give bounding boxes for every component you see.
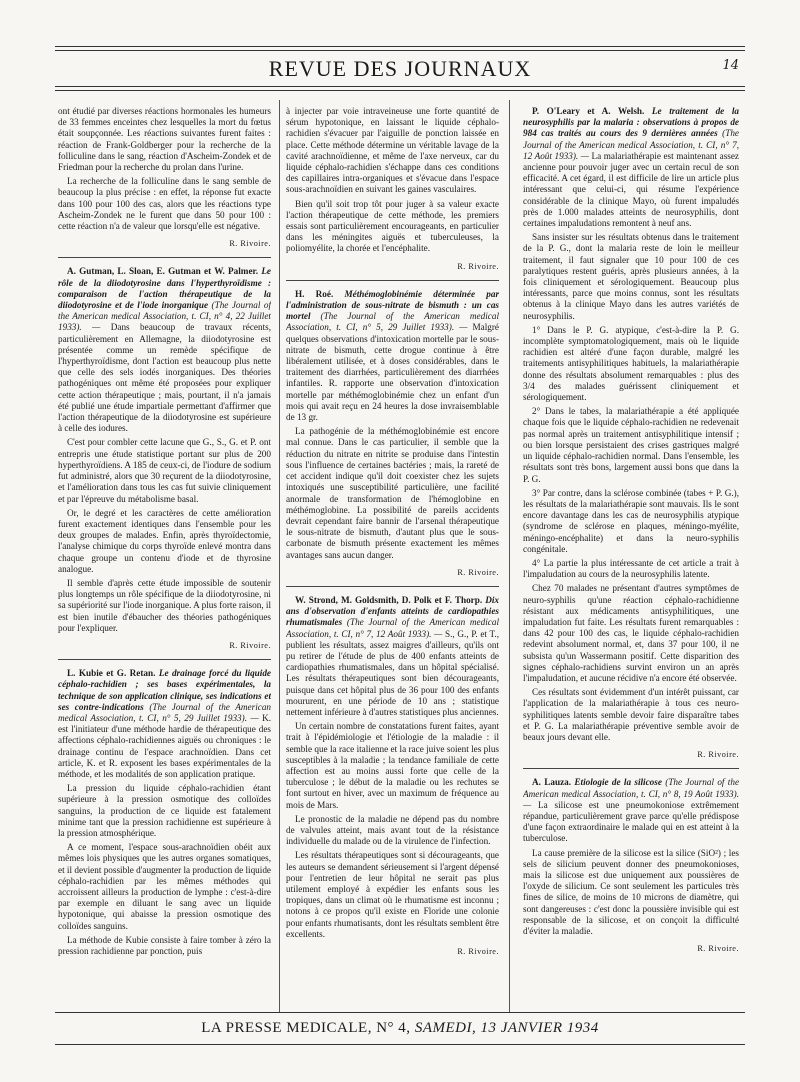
signature: R. Rivoire. bbox=[229, 640, 271, 650]
paragraph: Dans beaucoup de travaux récents, particulièrement en Allemagne, la diiodotyrosine est présentée comme un remède spécifique de l'hyperthyroïdisme, dont l'action est beaucoup plus nette que celle des sels iodés inorganiques. Des théories pathogéniques ont même été proposées pour expliquer cette action thérapeutique ; mais, pourtant, il n'a jamais été publié une étude impartiale permettant d'affirmer que l'action thérapeutique de la diiodotyrosine est supérieure à celle des iodures. bbox=[58, 322, 271, 434]
article-source: (The Journal of the American medical Association, t. CI, n° 5, 29 Juillet 1933). — bbox=[58, 701, 271, 723]
article-kubie bbox=[58, 668, 271, 957]
signature: R. Rivoire. bbox=[457, 947, 499, 957]
paragraph: K. est l'initiateur d'une méthode hardie de thérapeutique des affections céphalo-rachidiennes aiguës ou chroniques : le drainage continu de l'espace arachnoïdien. Dans cet article, K. et R. exposent les bases expérimentales de la méthode, et les modalités de son application pratique. bbox=[58, 712, 271, 779]
paragraph: 1° Dans le P. G. atypique, c'est-à-dire la P. G. incomplète symptomatologiquement, mais où le liquide rachidien est altéré d'une façon durable, malgré les traitements antisyphilitiques habituels, la malariathérapie donne des résultats absolument remarquables : plus des 3/4 des malades guérissent cliniquement et sérologiquement. bbox=[523, 324, 739, 403]
article-title: Le rôle de la diiodotyrosine dans l'hyperthyroïdisme : comparaison de l'action thérapeutique de la diiodotyrosine et de l'iode inorganique bbox=[58, 266, 271, 311]
paragraph: La recherche de la folliculine dans le sang semble de beaucoup la plus précise : en effet, la réponse fut exacte dans 100 pour 100 des cas, alors que les réactions type Ascheim-Zondek ne le furent que dans 50 pour 100 : cette réaction n'a de valeur que lorsqu'elle est négative. bbox=[58, 176, 271, 232]
column-3 bbox=[523, 106, 739, 1006]
paragraph: La pression du liquide céphalo-rachidien étant supérieure à la pression osmotique des colloïdes sanguins, la production de ce liquide est fatalement minime tant que la pression rachidienne est supérieure à la pression atmosphérique. bbox=[58, 783, 271, 838]
article-separator bbox=[58, 257, 271, 258]
paragraph: Ces résultats sont évidemment d'un intérêt puissant, car l'application de la malariathérapie à tous ces neuro-syphilitiques latents semble devoir faire disparaître tabes et P. G. La malariathérapie préventive semble avoir de beaux jours devant elle. bbox=[523, 687, 739, 742]
article-lauza bbox=[523, 777, 739, 954]
paragraph: La silicose est une pneumokoniose extrêmement répandue, particulièrement grave parce qu'elle prédispose d'une façon extraordinaire le malade qui en est atteint à la tuberculose. bbox=[523, 799, 739, 844]
page-title: REVUE DES JOURNAUX bbox=[268, 56, 532, 81]
article-title: Le traitement de la neurosyphilis par la malaria : observations à propos de 984 cas traités au cours des 9 dernières années bbox=[523, 106, 739, 139]
paragraph: Il semble d'après cette étude impossible de soutenir plus longtemps un rôle spécifique de la diiodotyrosine, ni sa supériorité sur l'iode inorganique. A plus forte raison, il est bien inutile d'ébaucher des théories pathogéniques pour l'expliquer. bbox=[58, 577, 271, 633]
article-title: Etiologie de la silicose bbox=[574, 777, 662, 788]
article-source: (The Journal of the American medical Association, t. CI, n° 4, 22 Juillet 1933). — bbox=[58, 300, 271, 333]
column-1 bbox=[58, 106, 271, 1006]
column-divider bbox=[279, 100, 280, 1012]
article-authors: W. Strond, M. Goldsmith, D. Polk et F. Thorp. bbox=[295, 594, 483, 605]
article-heading bbox=[523, 106, 739, 229]
article-folliculine bbox=[58, 106, 271, 249]
article-heading bbox=[286, 289, 499, 423]
article-heading bbox=[58, 668, 271, 780]
paragraph: La méthode de Kubie consiste à faire tomber à zéro la pression rachidienne par ponction, puis bbox=[58, 934, 271, 957]
article-separator bbox=[286, 586, 499, 587]
article-separator bbox=[523, 768, 739, 769]
signature: R. Rivoire. bbox=[457, 567, 499, 577]
footer-journal: LA PRESSE MEDICALE, bbox=[201, 1020, 372, 1036]
footer-rule-bottom bbox=[55, 1044, 745, 1045]
paragraph: C'est pour combler cette lacune que G., S., G. et P. ont entrepris une étude statistique portant sur plus de 200 hyperthyroïdiens. A 185 de ceux-ci, de l'iodure de sodium fut administré, alors que 30 reçurent de la diiodotyrosine, et l'amélioration dans tous les cas fut suivie cliniquement et par l'épreuve du métabolisme basal. bbox=[58, 437, 271, 504]
article-separator bbox=[58, 659, 271, 660]
paragraph: 4° La partie la plus intéressante de cet article a trait à l'impaludation au cours de la neurosyphilis latente. bbox=[523, 557, 739, 580]
masthead-rule bbox=[55, 86, 745, 87]
article-strond bbox=[286, 595, 499, 957]
paragraph: La pathogénie de la méthémoglobinémie est encore mal connue. Dans le cas particulier, il semble que la réduction du nitrate en nitrite se produise dans l'intestin sous l'influence de certaines bactéries ; mais, la rareté de cet accident indique qu'il doit coexister chez les sujets intoxiqués une susceptibilité particulière, une facilité anormale de transformation de l'hémoglobine en méthémoglobine. La possibilité de pareils accidents devrait cependant faire bannir de l'arsenal thérapeutique le sous-nitrate de bismuth, d'autant plus que le sous-carbonate de bismuth présente exactement les mêmes avantages sans aucun danger. bbox=[286, 426, 499, 560]
paragraph: A ce moment, l'espace sous-arachnoïdien obéit aux mêmes lois physiques que les autres organes somatiques, et il devient possible d'augmenter la production de liquide céphalo-rachidien par les mêmes méthodes qui accroissent ailleurs la production de lymphe : c'est-à-dire par exemple en diluant le sang avec un liquide hypotonique, qui abaisse la pression osmotique des colloïdes sanguins. bbox=[58, 842, 271, 931]
masthead-rule-thin bbox=[55, 90, 745, 91]
paragraph: 3° Par contre, dans la sclérose combinée (tabes + P. G.), les résultats de la malariathérapie sont mauvais. Ils le sont encore davantage dans les cas de neurosyphilis atypique (syndrome de sclérose en plaques, méningo-myélite, méningo-encéphalite) et dans la neuro-syphilis congénitale. bbox=[523, 487, 739, 554]
column-divider bbox=[509, 100, 510, 1012]
article-source: (The Journal of the American medical Association, t. CI, n° 7, 12 Août 1933). — bbox=[286, 617, 499, 639]
article-roe bbox=[286, 289, 499, 578]
article-source: (The Journal of the American medical Association, t. CI, n° 5, 29 Juillet 1933). — bbox=[286, 311, 499, 333]
footer-issue: N° 4, bbox=[376, 1020, 411, 1036]
article-heading bbox=[286, 595, 499, 718]
paragraph: Un certain nombre de constatations furent faites, ayant trait à l'épidémiologie et l'étiologie de la maladie : il semble que la race italienne et la race juive soient les plus susceptibles à la maladie ; la tendance familiale de cette affection est au moins aussi forte que celle de la tuberculose ; le début de la maladie ou les rechutes se font surtout en hiver, avec un maximum de fréquence au mois de Mars. bbox=[286, 721, 499, 810]
column-2 bbox=[286, 106, 499, 1006]
signature: R. Rivoire. bbox=[697, 750, 739, 760]
signature: R. Rivoire. bbox=[457, 261, 499, 271]
article-kubie-continued bbox=[286, 106, 499, 272]
article-authors: P. O'Leary et A. Welsh. bbox=[532, 106, 645, 116]
article-heading bbox=[58, 266, 271, 434]
article-title: Méthémoglobinémie déterminée par l'administration de sous-nitrate de bismuth : un cas mortel bbox=[286, 288, 499, 322]
paragraph: Les résultats thérapeutiques sont si décourageants, que les auteurs se demandent sérieusement si l'argent dépensé pour l'entretien de leur hôpital ne serait pas plus utilement employé à expédier les enfants sous les tropiques, dans un climat où le rhumatisme est inconnu ; notons à ce propos qu'il existe en Floride une colonie pour enfants rhumatisants, dont les résultats semblent être excellents. bbox=[286, 850, 499, 939]
paragraph: Or, le degré et les caractères de cette amélioration furent exactement identiques dans l'ensemble pour les deux groupes de malades. Enfin, après thyroïdectomie, l'analyse chimique du corps thyroïde enlevé montra dans chaque groupe un contenu d'iode et de thyrosine analogue. bbox=[58, 507, 271, 574]
paragraph: S., G., P. et T., publient les résultats, assez maigres d'ailleurs, qu'ils ont pu retirer de l'étude de plus de 400 enfants atteints de cardiopathies rhumatismales, dans un hôpital spécialisé. Les résultats thérapeutiques sont bien décourageants, puisque dans cet hôpital plus de 36 pour 100 des enfants moururent, en une période de 10 ans ; statistique nettement inférieure à d'autres statistiques plus anciennes. bbox=[286, 628, 499, 717]
article-title: Dix ans d'observation d'enfants atteints de cardiopathies rhumatismales bbox=[286, 594, 499, 628]
signature: R. Rivoire. bbox=[229, 239, 271, 249]
article-gutman bbox=[58, 266, 271, 651]
paragraph: 2° Dans le tabes, la malariathérapie a été appliquée chaque fois que le liquide céphalo-rachidien ne redevenait pas normal après un traitement antisyphilitique intensif ; ou bien lorsque persistaient des crises gastriques malgré un liquide céphalo-rachidien normal. Dans l'ensemble, les résultats sont très bons, largement aussi bons que dans la P. G. bbox=[523, 406, 739, 484]
article-heading bbox=[523, 777, 739, 844]
article-title: Le drainage forcé du liquide céphalo-rachidien ; ses bases expérimentales, la technique de son application clinique, ses indications et ses contre-indications bbox=[58, 668, 271, 712]
paragraph: Chez 70 malades ne présentant d'autres symptômes de neuro-syphilis qu'une réaction céphalo-rachidienne résistant aux médicaments antisyphilitiques, une impaludation fut faite. Les résultats furent remarquables : dans 42 pour 100 des cas, le liquide céphalo-rachidien redevint absolument normal, et, dans 37 pour 100, il ne subsista qu'un Wassermann positif. Cette disparition des signes céphalo-rachidiens survint environ un an après l'impaludation, et aucune récidive n'a encore été observée. bbox=[523, 583, 739, 683]
article-oleary bbox=[523, 106, 739, 760]
paragraph: Le pronostic de la maladie ne dépend pas du nombre de valvules atteint, mais avant tout de la résistance individuelle du malade ou de la virulence de l'infection. bbox=[286, 813, 499, 847]
footer-text bbox=[55, 1020, 745, 1037]
top-rule-thin bbox=[55, 50, 745, 51]
paragraph: à injecter par voie intraveineuse une forte quantité de sérum hypotonique, en laissant le liquide céphalo-rachidien s'évacuer par l'aiguille de ponction laissée en place. Cette méthode détermine un véritable lavage de la cavité arachnoïdienne, et même de l'axe nerveux, car du liquide céphalo-rachidien s'échappe dans ces conditions des capillaires intra-organiques et s'évacue dans l'espace sous-arachnoïdien en suivant les gaines vasculaires. bbox=[286, 106, 499, 195]
article-separator bbox=[286, 280, 499, 281]
article-authors: A. Lauza. bbox=[532, 777, 572, 788]
article-source: (The Journal of the American medical Association, t. CI, n° 8, 19 Août 1933). — bbox=[523, 777, 739, 810]
paragraph: Malgré quelques observations d'intoxication mortelle par le sous-nitrate de bismuth, cette drogue continue à être libéralement utilisée, et à doses considérables, dans le traitement des diarrhées, particulièrement des diarrhées infantiles. R. rapporte une observation d'intoxication mortelle par méthémoglobinémie chez un enfant d'un mois qui avait reçu en 24 heures la dose invraisemblable de 13 gr. bbox=[286, 322, 499, 423]
footer-date: SAMEDI, 13 JANVIER 1934 bbox=[414, 1020, 599, 1036]
paragraph: ont étudié par diverses réactions hormonales les humeurs de 33 femmes enceintes chez lesquelles la mort du fœtus était soupçonnée. Les réactions suivantes furent faites : réaction de Frank-Goldberger pour la recherche de la folliculine dans le sang, réaction d'Ascheim-Zondek et de Friedman pour la recherche du prolan dans l'urine. bbox=[58, 106, 271, 173]
top-rule bbox=[55, 46, 745, 47]
article-authors: A. Gutman, L. Sloan, E. Gutman et W. Palmer. bbox=[67, 266, 259, 277]
signature: R. Rivoire. bbox=[697, 944, 739, 954]
article-authors: H. Roé. bbox=[295, 288, 334, 299]
article-authors: L. Kubie et G. Retan. bbox=[67, 668, 156, 679]
paragraph: La malariathérapie est maintenant assez ancienne pour pouvoir juger avec un certain recul de son efficacité. A cet égard, il est difficile de lire un article plus intéressant que celui-ci, qui résume l'expérience considérable de la clinique Mayo, où furent impaludés près de 1.000 malades atteints de neurosyphilis, dont certaines impaludations remontent à neuf ans. bbox=[523, 150, 739, 229]
paragraph: Sans insister sur les résultats obtenus dans le traitement de la P. G., dont la malaria reste de loin le meilleur traitement, il faut signaler que 10 pour 100 de ces paralytiques restent guéris, après plusieurs années, à la fois cliniquement et sérologiquement. Beaucoup plus intéressants, parce que moins connus, sont les résultats obtenus à la clinique Mayo dans les autres variétés de neurosyphilis. bbox=[523, 232, 739, 321]
article-source: (The Journal of the American medical Association, t. CI, n° 7, 12 Août 1933). — bbox=[523, 128, 739, 161]
paragraph: La cause première de la silicose est la silice (SiO²) ; les sels de silicium peuvent donner des pneumokonioses, mais la silicose est due uniquement aux poussières de l'oxyde de silicium. Ce sont seulement les particules très fines de silice, de moins de 10 microns de diamètre, qui sont dangereuses : c'est donc la poussière invisible qui est responsable de la silicose, et on conçoit la difficulté d'éviter la maladie. bbox=[523, 847, 739, 937]
page-number: 14 bbox=[722, 58, 739, 73]
footer-rule bbox=[55, 1012, 745, 1013]
footer bbox=[55, 1018, 745, 1042]
paragraph: Bien qu'il soit trop tôt pour juger à sa valeur exacte l'action thérapeutique de cette méthode, les premiers essais sont particulièrement encourageants, en particulier dans les méningites aiguës et tuberculeuses, la poliomyélite, la chorée et l'encéphalite. bbox=[286, 198, 499, 254]
masthead bbox=[55, 56, 745, 82]
